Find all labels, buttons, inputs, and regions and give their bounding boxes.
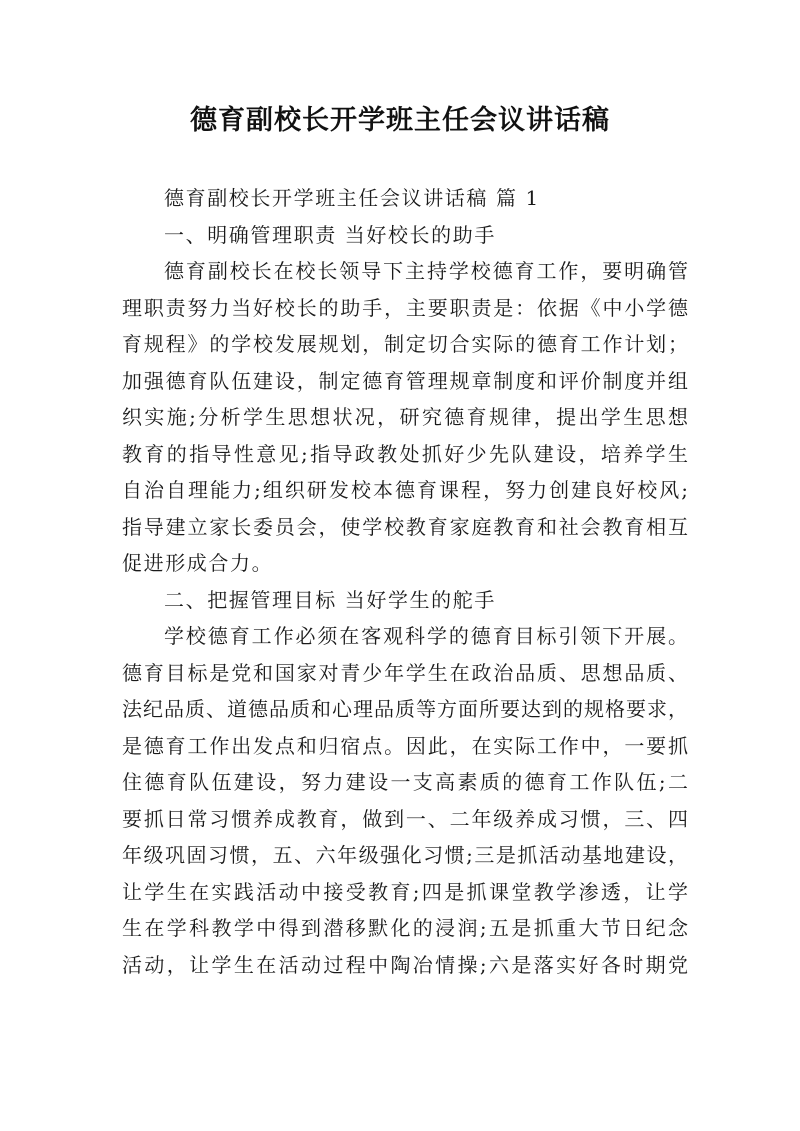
paragraph-line: 住德育队伍建设，努力建设一支高素质的德育工作队伍;二	[122, 770, 688, 794]
paragraph-line: 要抓日常习惯养成教育，做到一、二年级养成习惯，三、四	[122, 806, 688, 831]
paragraph-line: 自治自理能力;组织研发校本德育课程，努力创建良好校风;	[122, 478, 688, 502]
paragraph-line: 促进形成合力。	[122, 551, 274, 575]
paragraph-line: 活动，让学生在活动过程中陶冶情操;六是落实好各时期党	[122, 952, 688, 977]
paragraph-line: 教育的指导性意见;指导政教处抓好少先队建设，培养学生	[122, 441, 688, 466]
document-title: 德育副校长开学班主任会议讲话稿	[190, 105, 610, 136]
section-heading-2: 二、把握管理目标 当好学生的舵手	[164, 587, 496, 612]
paragraph-line: 理职责努力当好校长的助手，主要职责是：依据《中小学德	[122, 295, 688, 320]
paragraph-line: 加强德育队伍建设，制定德育管理规章制度和评价制度并组	[122, 368, 688, 393]
section-heading-1: 一、明确管理职责 当好校长的助手	[164, 222, 496, 247]
paragraph-line: 育规程》的学校发展规划，制定切合实际的德育工作计划；	[122, 332, 688, 356]
paragraph-line: 是德育工作出发点和归宿点。因此，在实际工作中，一要抓	[122, 733, 688, 758]
document-body	[122, 180, 688, 983]
paragraph-line: 德育目标是党和国家对青少年学生在政治品质、思想品质、	[122, 660, 688, 685]
paragraph-line: 学校德育工作必须在客观科学的德育目标引领下开展。	[164, 624, 688, 648]
paragraph-line: 生在学科教学中得到潜移默化的浸润;五是抓重大节日纪念	[122, 916, 688, 940]
paragraph-line: 织实施;分析学生思想状况，研究德育规律，提出学生思想	[122, 405, 688, 429]
paragraph-line: 年级巩固习惯，五、六年级强化习惯;三是抓活动基地建设，	[122, 843, 688, 867]
paragraph-line: 德育副校长在校长领导下主持学校德育工作，要明确管	[164, 259, 688, 283]
paragraph-line: 法纪品质、道德品质和心理品质等方面所要达到的规格要求，	[122, 697, 688, 721]
paragraph-line: 指导建立家长委员会，使学校教育家庭教育和社会教育相互	[122, 514, 688, 539]
paragraph-line: 让学生在实践活动中接受教育;四是抓课堂教学渗透，让学	[122, 879, 688, 904]
article-heading: 德育副校长开学班主任会议讲话稿 篇 1	[164, 186, 540, 210]
